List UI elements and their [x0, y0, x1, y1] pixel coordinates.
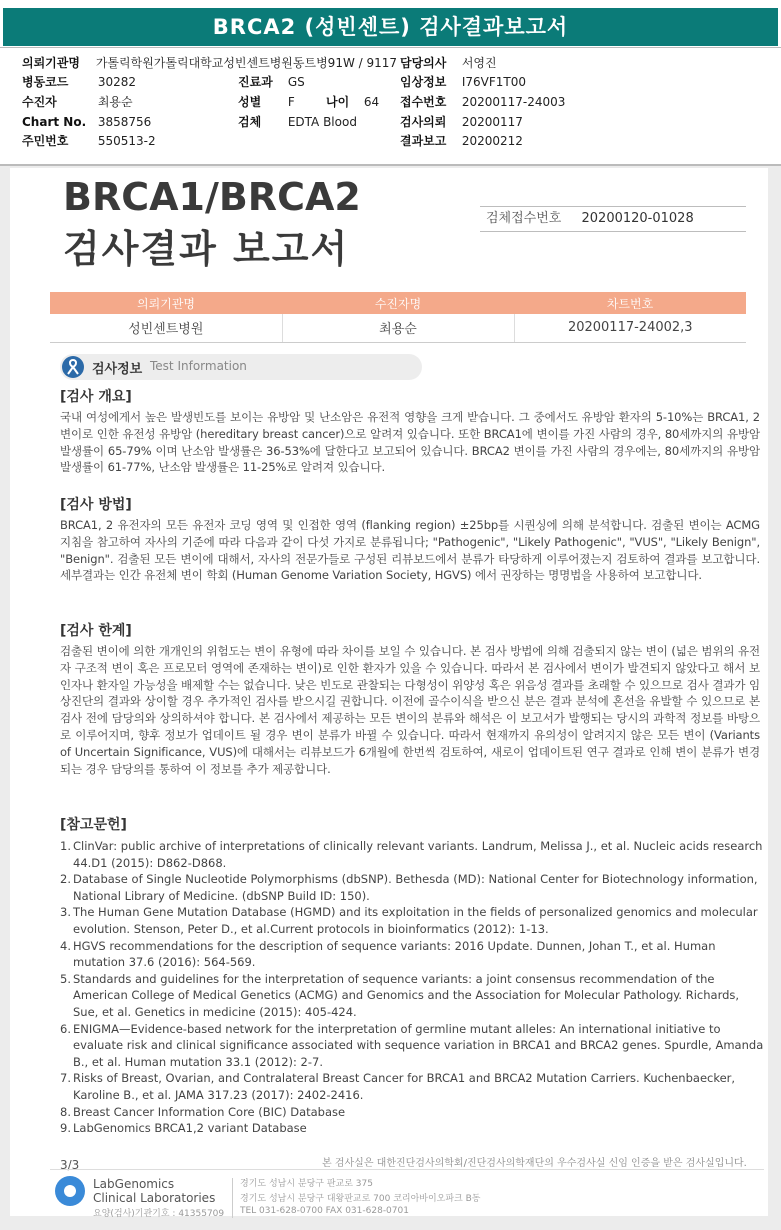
list-item: 6. ENIGMA—Evidence-based network for the interpretation of germline mutant alleles: An international initiative to evaluate risk and clinical significance associated with sequence variation in BRCA1 and BRCA2 genes. Spurdle, Amanda B., et al. Human mutation 33.1 (2012): 2-7. [60, 1021, 764, 1069]
list-item: 9. LabGenomics BRCA1,2 variant Database [60, 1121, 307, 1136]
info-sex: 성별 F [238, 95, 295, 109]
references-title: [참고문헌] [60, 817, 127, 833]
table-header: 의뢰기관명 [50, 292, 282, 314]
report-header-title: BRCA2 (성빈센트) 검사결과보고서 [3, 8, 778, 46]
address-1: 경기도 성남시 분당구 판교로 375 [240, 1179, 373, 1189]
report-title-line2: 검사결과 보고서 [63, 227, 350, 271]
method-title: [검사 방법] [60, 497, 132, 513]
footer-divider [50, 1169, 764, 1170]
list-item: 7. Risks of Breast, Ovarian, and Contralateral Breast Cancer for BRCA1 and BRCA2 Mutation Carriers. Kuchenbaecker, Karoline B., et al. JAMA 317.23 (2017): 2402-2416. [60, 1071, 736, 1102]
specimen-label: 검체접수번호 [486, 211, 562, 226]
limitation-text: 검출된 변이에 의한 개개인의 위험도는 변이 유형에 따라 차이를 보일 수 있습니다. 본 검사 방법에 의해 검출되지 않는 변이 (넓은 범위의 유전자 구조적 변이 혹은 프로모터 영역에 존재하는 변이)로 인한 환자가 있을 수 있습니다. 따라서 본 검사에서 변이가 발견되지 않았다고 해서 보인자나 환자일 가능성을 배제할 수는 없습니다. 낮은 빈도로 관찰되는 다형성이 위양성 혹은 위음성 결과를 초래할 수 있으므로 검사 결과가 임상진단의 결과와 상이할 경우 추가적인 검사를 받으시길 권합니다. 이전에 골수이식을 받으신 분은 결과 분석에 혼선을 유발할 수 있으므로 본 검사 전에 담당의와 상의하셔야 합니다. 본 검사에서 제공하는 모든 변이의 분류와 해석은 이 보고서가 발행되는 당시의 과학적 정보를 바탕으로 이루어지며, 향후 정보가 업데이트 될 경우 변이 분류가 바뀔 수 있습니다. 따라서 현재까지 유의성이 알려지지 않은 모든 변이 (Variants of Uncertain Significance, VUS)에 대해서는 리뷰보드가 6개월에 한번씩 검토하여, 새로이 업데이트된 연구 결과로 인해 변이 분류가 변경되는 경우 담당의를 통하여 이 정보를 추가 제공합니다. [60, 644, 760, 776]
list-item: 3. The Human Gene Mutation Database (HGMD) and its exploitation in the fields of personalized genomics and molecular evolution. Stenson, Peter D., et al.Current protocols in bioinformatics (2012): 1-13. [60, 905, 758, 936]
lab-name-1: LabGenomics [93, 1177, 175, 1191]
list-item: 1. ClinVar: public archive of interpretations of clinically relevant variants. Landrum, Melissa J., et al. Nucleic acids research 44.D1 (2015): D862-D868. [60, 839, 763, 870]
method-text: BRCA1, 2 유전자의 모든 유전자 코딩 영역 및 인접한 영역 (flanking region) ±25bp를 시퀀싱에 의해 분석합니다. 검출된 변이는 ACMG 지침을 참고하여 자사의 기준에 따라 다음과 같이 다섯 가지로 분류됩니다; "Pathogenic", "Likely Pathogenic", "VUS", "Likely Benign", "Benign". 검출된 모든 변이에 대해서, 자사의 전문가들로 구성된 리뷰보드에서 분류가 타당하게 이루어졌는지 검토하여 결과를 보고합니다. 세부결과는 인간 유전체 변이 학회 (Human Genome Variation Society, HGVS) 에서 권장하는 명명법을 사용하여 보고합니다. [60, 518, 760, 583]
list-item: 5. Standards and guidelines for the interpretation of sequence variants: a joint consensus recommendation of the American College of Medical Genetics (ACMG) and Genomics and the Association for Molecular Pathology. Richards, Sue, et al. Genetics in medicine (2015): 405-424. [60, 971, 740, 1019]
info-resident-no: 주민번호 550513-2 [22, 134, 156, 148]
test-information-header [60, 354, 422, 380]
table-header-row [50, 292, 746, 314]
ribbon-icon [62, 356, 84, 378]
info-ward-code: 병동코드 30282 [22, 75, 137, 89]
report-header [0, 0, 781, 48]
patient-table [50, 292, 746, 343]
certification-note: 본 검사실은 대한진단검사의학회/진단검사의학재단의 우수검사실 신임 인증을 받은 검사실입니다. [322, 1158, 747, 1169]
page-number: 3/3 [60, 1158, 80, 1172]
limitation-title: [검사 한계] [60, 623, 132, 639]
info-clinical: 임상정보 I76VF1T00 [400, 75, 526, 89]
patient-info-panel [0, 48, 781, 166]
limitation-section [60, 620, 760, 777]
overview-title: [검사 개요] [60, 389, 132, 405]
info-doctor: 담당의사 서영진 [400, 56, 497, 70]
specimen-number [480, 206, 746, 232]
list-item: 4. HGVS recommendations for the description of sequence variants: 2016 Update. Dunnen, Johan T., et al. Human mutation 37.6 (2016): 564-569. [60, 938, 716, 970]
labgenomics-logo-icon [55, 1176, 85, 1206]
lab-name-2: Clinical Laboratories [93, 1191, 216, 1205]
address-2: 경기도 성남시 분당구 대왕판교로 700 코리아바이오파크 B동 [240, 1194, 481, 1204]
info-department: 진료과 GS [238, 75, 305, 89]
info-request-date: 검사의뢰 20200117 [400, 115, 523, 129]
contact-info: TEL 031-628-0700 FAX 031-628-0701 [240, 1206, 409, 1216]
report-title-line1: BRCA1/BRCA2 [63, 175, 361, 219]
references-section [60, 814, 764, 1137]
info-patient: 수진자 최용순 [22, 95, 133, 109]
info-specimen: 검체 EDTA Blood [238, 115, 357, 129]
references-list [60, 838, 764, 1137]
info-accession: 접수번호 20200117-24003 [400, 95, 566, 109]
overview-section [60, 386, 760, 476]
list-item: 2. Database of Single Nucleotide Polymorphisms (dbSNP). Bethesda (MD): National Center for Biotechnology information, National Library of Medicine. (dbSNP Build ID: 150). [60, 872, 758, 903]
table-cell: 최용순 [282, 314, 514, 342]
section-title-en: Test Information [150, 359, 247, 373]
section-title: 검사정보 [92, 362, 143, 377]
overview-text: 국내 여성에게서 높은 발생빈도를 보이는 유방암 및 난소암은 유전적 영향을 크게 받습니다. 그 중에서도 유방암 환자의 5-10%는 BRCA1, 2 변이로 인한 유전성 유방암 (hereditary breast cancer)으로 알려져 있습니다. 또한 BRCA1에 변이를 가진 사람의 경우, 80세까지의 유방암 발생률이 65-79% 이며 난소암 발생률은 36-53%에 달한다고 보고되어 있습니다. BRCA2 변이를 가진 사람의 경우에는, 80세까지의 유방암 발생률이 61-77%, 난소암 발생률은 11-25%로 알려져 있습니다. [60, 410, 760, 475]
table-header: 수진자명 [282, 292, 514, 314]
table-cell: 20200117-24002,3 [514, 314, 746, 342]
list-item: 8. Breast Cancer Information Core (BIC) Database [60, 1104, 346, 1119]
table-cell: 성빈센트병원 [50, 314, 282, 342]
info-age: 나이 64 [326, 95, 380, 109]
table-header: 차트번호 [514, 292, 746, 314]
info-institution: 의뢰기관명 가톨릭학원가톨릭대학교성빈센트병원동트병91W / 9117 [22, 56, 398, 70]
info-chart-no: Chart No. 3858756 [22, 115, 152, 129]
info-report-date: 결과보고 20200212 [400, 134, 523, 148]
table-row [50, 314, 746, 342]
report-page [10, 168, 768, 1219]
footer-vertical-divider [232, 1178, 233, 1218]
method-section [60, 494, 760, 584]
lab-code: 요양(검사)기관기호 : 41355709 [93, 1209, 225, 1219]
specimen-value: 20200120-01028 [581, 211, 694, 226]
